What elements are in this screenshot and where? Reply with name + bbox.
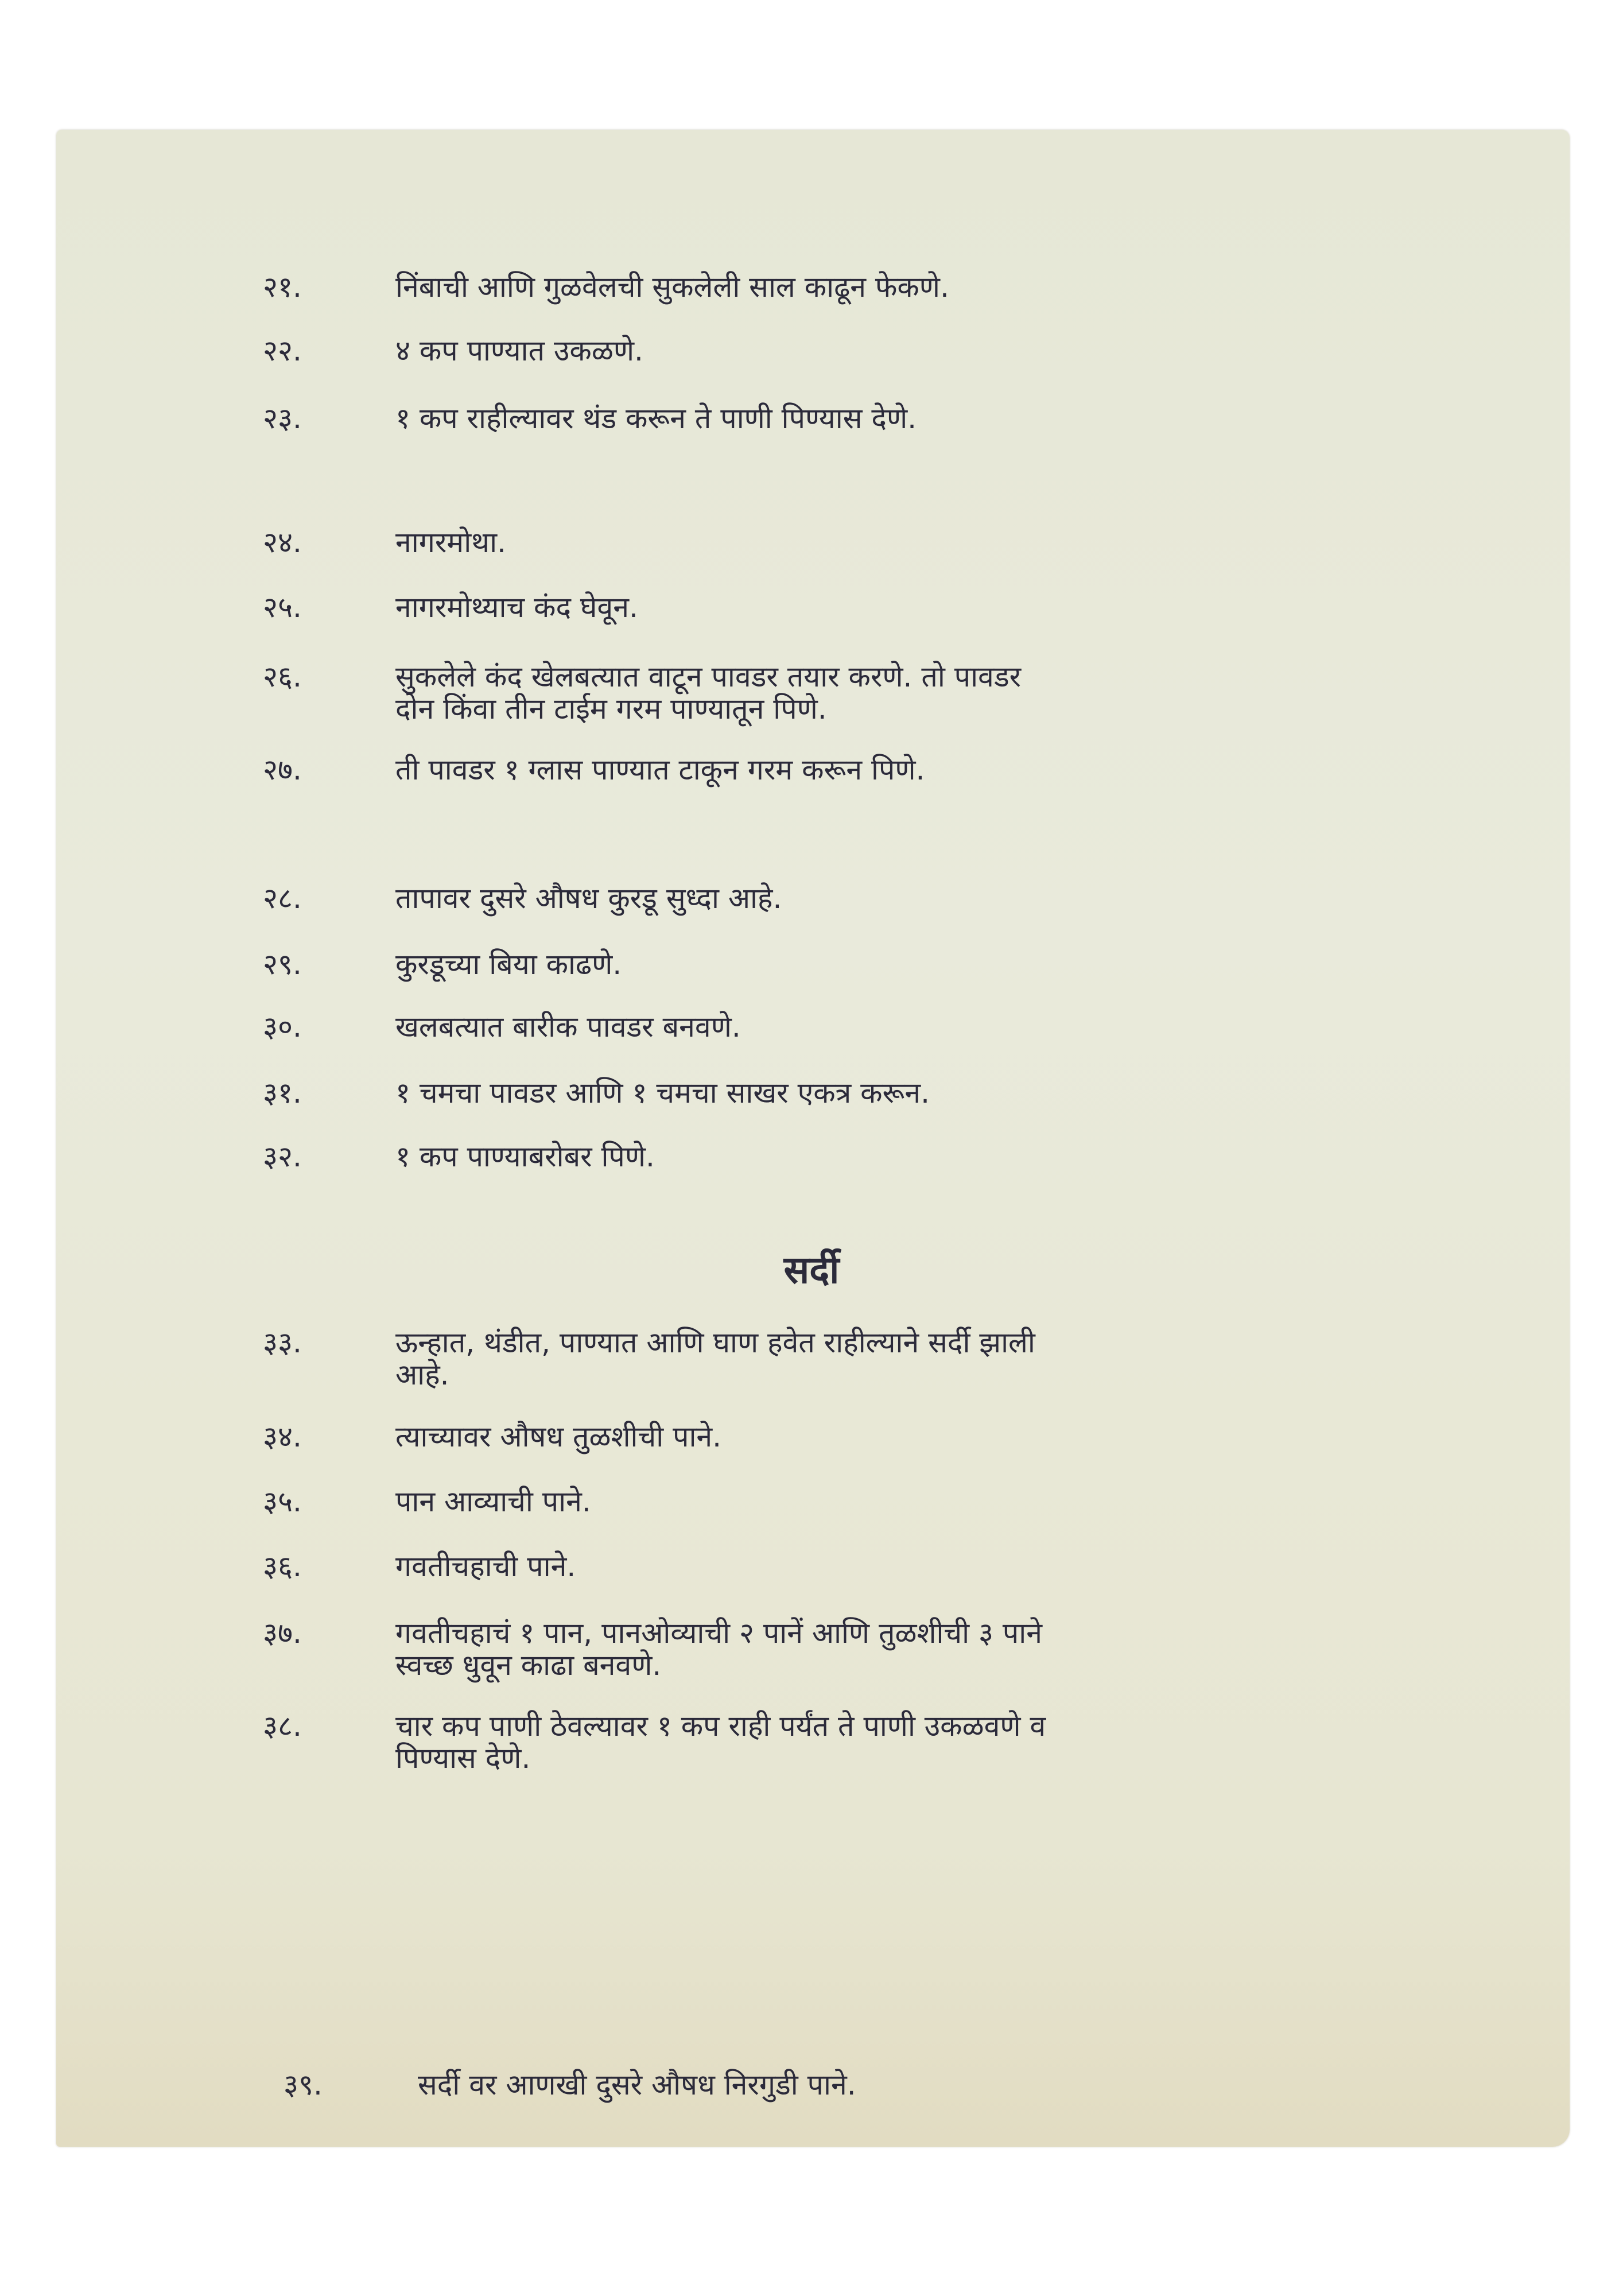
item-text-line: चार कप पाणी ठेवल्यावर १ कप राही पर्यंत ते पाणी उकळवणे व [395,1709,1046,1743]
item-number: ३९. [284,2068,323,2101]
item-text [395,1486,591,1518]
item-text-line: ऊन्हात, थंडीत, पाण्यात आणि घाण हवेत राहील्याने सर्दी झाली [395,1326,1035,1359]
item-number: २१. [263,270,302,304]
item-text [395,1011,741,1043]
item-text-line: १ चमचा पावडर आणि १ चमचा साखर एकत्र करून. [395,1076,930,1110]
item-text-line: ४ कप पाण्यात उकळणे. [395,334,643,367]
item-text [395,1141,655,1173]
item-number: २६. [263,660,302,693]
item-text [395,1327,1035,1391]
item-number: २५. [263,591,302,624]
item-number: २२. [263,334,302,367]
item-text-line: दोन किंवा तीन टाईम गरम पाण्यातून पिणे. [395,692,827,726]
item-text-line: कुरडूच्या बिया काढणे. [395,948,622,981]
item-text-line: नागरमोथा. [395,526,506,559]
item-number: ३०. [263,1010,302,1044]
item-text [395,591,638,623]
item-number: ३२. [263,1140,302,1173]
item-text-line: सुकलेले कंद खेलबत्यात वाटून पावडर तयार करणे. तो पावडर [395,660,1022,693]
item-text [395,335,643,367]
item-number: २९. [263,948,302,981]
item-number: २७. [263,753,302,786]
item-text [395,271,949,303]
item-number: ३४. [263,1420,302,1453]
item-text [395,882,782,914]
item-number: ३१. [263,1076,302,1110]
item-text-line: त्याच्यावर औषध तुळशीची पाने. [395,1420,722,1453]
item-number: ३५. [263,1485,302,1518]
item-number: २४. [263,526,302,559]
item-text [395,402,917,435]
item-number: ३६. [263,1550,302,1583]
item-text [395,1077,930,1109]
item-text-line: सर्दी वर आणखी दुसरे औषध निरगुडी पाने. [418,2068,856,2101]
item-text-line: ती पावडर १ ग्लास पाण्यात टाकून गरम करून पिणे. [395,753,925,786]
item-text-line: आहे. [395,1358,449,1391]
section-heading: सर्दी [783,1248,840,1292]
item-text [395,1710,1046,1774]
item-text-line: खलबत्यात बारीक पावडर बनवणे. [395,1010,741,1044]
item-text-line: गवतीचहाचं १ पान, पानओव्याची २ पानें आणि तुळशीची ३ पाने [395,1616,1042,1650]
item-text-line: निंबाची आणि गुळवेलची सुकलेली साल काढून फेकणे. [395,270,949,304]
item-text-line: नागरमोथ्याच कंद घेवून. [395,591,638,624]
item-text-line: गवतीचहाची पाने. [395,1550,576,1583]
item-text [395,1421,721,1453]
item-text [395,1550,576,1583]
item-number: २८. [263,882,302,915]
item-text-line: तापावर दुसरे औषध कुरडू सुध्दा आहे. [395,882,782,915]
item-text-line: १ कप पाण्याबरोबर पिणे. [395,1140,655,1173]
item-text-line: १ कप राहील्यावर थंड करून ते पाणी पिण्यास देणे. [395,402,917,435]
item-number: ३७. [263,1616,302,1650]
item-text [395,526,506,559]
item-text [418,2069,856,2101]
item-text [395,661,1021,725]
item-number: ३३. [263,1326,302,1359]
item-text-line: पान आव्याची पाने. [395,1485,591,1518]
item-text-line: स्वच्छ धुवून काढा बनवणे. [395,1649,662,1682]
item-text [395,754,925,786]
item-number: ३८. [263,1709,302,1743]
item-text-line: पिण्यास देणे. [395,1742,531,1775]
item-text [395,1617,1042,1681]
item-text [395,948,622,980]
item-number: २३. [263,402,302,435]
